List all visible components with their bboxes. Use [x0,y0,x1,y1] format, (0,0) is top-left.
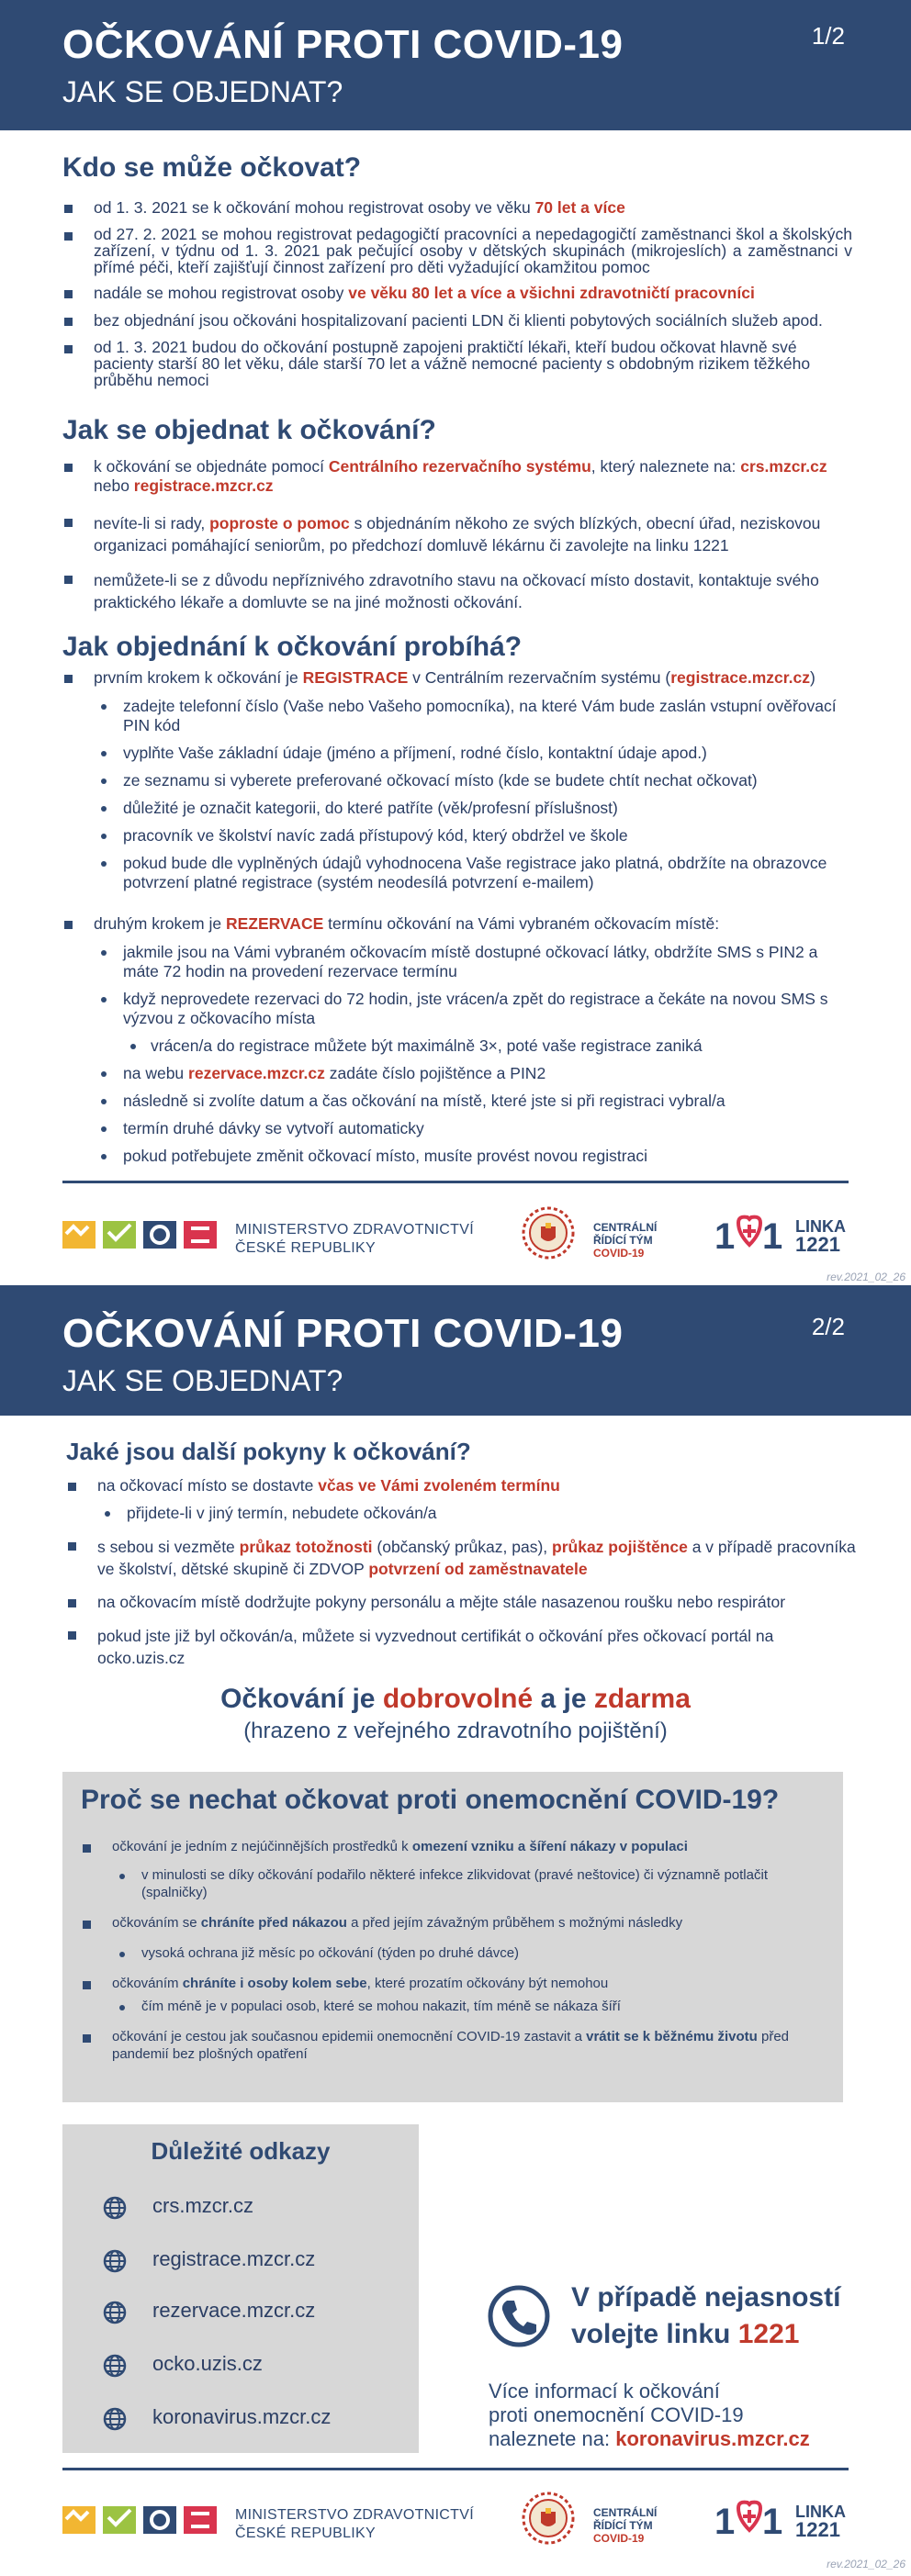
why-heading: Proč se nechat očkovat proti onemocnění COVID-19? [81,1785,780,1815]
list-subitem: přijdete-li v jiný termín, nebudete očkován/a [66,1504,856,1523]
list-subitem: vysoká ochrana již měsíc po očkování (týden po druhé dávce) [81,1944,815,1962]
list-subitem: čím méně je v populaci osob, které se mohou nakazit, tím méně se nákaza šíří [81,1998,815,2015]
list-subitem: jakmile jsou na Vámi vybraném očkovacím místě dostupné očkovací látky, obdržíte SMS s PIN2 a máte 72 hodin na provedení rezervace termínu [62,943,852,981]
section-who-heading: Kdo se může očkovat? [62,152,362,183]
page1-revision: rev.2021_02_26 [827,1271,905,1283]
section-instructions-heading: Jaké jsou další pokyny k očkování? [66,1438,471,1465]
list-subitem: na webu rezervace.mzcr.cz zadáte číslo pojištěnce a PIN2 [62,1064,852,1083]
list-subitem: pokud potřebujete změnit očkovací místo, musíte provést novou registraci [62,1147,852,1166]
list-item: nevíte-li si rady, poproste o pomoc s objednáním někoho ze svých blízkých, obecní úřad, neziskovou organizaci pomáhající seniorům, po předchozí domluvě lékárnu či zavolejte na linku 1221 [62,512,852,556]
ministry-name: MINISTERSTVO ZDRAVOTNICTVÍ ČESKÉ REPUBLIKY [235,2507,474,2541]
section-order-list [62,457,852,622]
list-item: na očkovacím místě dodržujte pokyny personálu a mějte stále nasazenou roušku nebo respirátor [66,1593,856,1612]
page2-revision: rev.2021_02_26 [827,2558,905,2570]
svg-text:1: 1 [762,1216,783,1254]
why-box [62,1772,843,2102]
list-item: od 27. 2. 2021 se mohou registrovat pedagogičtí pracovníci a nepedagogičtí zaměstnanci škol a školských zařízení, v týdnu od 1. 3. 2021 pak pečující osoby v dětských skupinách (mikrojeslích) a zaměstnanci v přímé péči, kteří zajišťují činnost zařízení pro děti vyžadující okamžitou pomoc [62,226,852,275]
list-item: od 1. 3. 2021 se k očkování mohou registrovat osoby ve věku 70 let a více [62,198,852,218]
svg-text:1: 1 [714,2502,736,2539]
page1-subtitle: JAK SE OBJEDNAT? [62,75,343,108]
link-koronavirus[interactable]: koronavirus.mzcr.cz [615,2427,810,2450]
why-list [81,1838,815,2071]
page1-header [0,0,911,130]
list-item: nemůžete-li se z důvodu nepříznivého zdravotního stavu na očkovací místo dostavit, kontaktuje svého praktického lékaře a domluvte se na jiné možnosti očkování. [62,569,852,613]
call-line-2: volejte linku 1221 [571,2319,800,2349]
crt-emblem-icon [522,1203,575,1263]
section-who-list [62,198,852,397]
phone-icon [487,2284,551,2348]
list-subitem: pracovník ve školství navíc zadá přístupový kód, který obdržel ve škole [62,826,852,846]
linka-logo-icon [714,1214,784,1254]
link-registrace[interactable]: registrace.mzcr.cz [133,476,274,495]
page2-title: OČKOVÁNÍ PROTI COVID-19 [62,1311,624,1356]
links-heading: Důležité odkazy [151,2137,331,2165]
svg-text:1: 1 [762,2502,783,2539]
crt-name: CENTRÁLNÍ ŘÍDÍCÍ TÝM COVID-19 [593,2506,658,2545]
list-item: s sebou si vezměte průkaz totožnosti (občanský průkaz, pas), průkaz pojištěnce a v případě pracovníka ve školství, dětské skupině či ZDVOP potvrzení od zaměstnavatele [66,1536,856,1580]
section-instructions-list [66,1476,856,1677]
globe-icon [101,2194,129,2222]
list-subitem: ze seznamu si vyberete preferované očkovací místo (kde se budete chtít nechat očkovat) [62,771,852,790]
list-subitem: termín druhé dávky se vytvoří automaticky [62,1119,852,1138]
globe-icon [101,2247,129,2275]
section-process-list [62,668,852,1174]
svg-text:1: 1 [714,1216,736,1254]
crt-emblem-icon [522,2488,575,2548]
list-item: druhým krokem je REZERVACE termínu očkování na Vámi vybraném očkovacím místě: [62,914,852,934]
hotline-number[interactable]: 1221 [737,2319,800,2349]
list-subitem: v minulosti se díky očkování podařilo některé infekce zlikvidovat (pravé neštovice) či významně potlačit (spalničky) [81,1866,815,1901]
list-subitem: důležité je označit kategorii, do které patříte (věk/profesní příslušnost) [62,799,852,818]
free-vaccination-note: Očkování je dobrovolné a je zdarma [220,1684,691,1714]
globe-icon [101,2299,129,2326]
list-subitem: zadejte telefonní číslo (Vaše nebo Vašeho pomocníka), na které Vám bude zaslán vstupní ověřovací PIN kód [62,697,852,735]
list-item: pokud jste již byl očkován/a, můžete si vyzvednout certifikát o očkování přes očkovací portál na ocko.uzis.cz [66,1625,856,1669]
list-item: k očkování se objednáte pomocí Centrálního rezervačního systému, který naleznete na: crs.mzcr.cz nebo registrace.mzcr.cz [62,457,852,496]
page1-footer [62,1203,849,1267]
page2-subtitle: JAK SE OBJEDNAT? [62,1364,343,1397]
page2-footer [62,2488,849,2552]
call-line-1: V případě nejasností [571,2282,841,2313]
list-subitem: pokud bude dle vyplněných údajů vyhodnocena Vaše registrace jako platná, obdržíte na obrazovce potvrzení platné registrace (systém neodesílá potvrzení e-mailem) [62,854,852,892]
list-subsubitem: vrácen/a do registrace můžete být maximálně 3×, poté vaše registrace zaniká [62,1036,852,1056]
linka-logo-icon [714,2499,784,2539]
links-box: Důležité odkazy crs.mzcr.cz registrace.mzcr.cz rezervace.mzcr.cz ocko.uzis.cz koronavirus.mzcr.cz [62,2124,419,2453]
more-info: Více informací k očkování proti onemocnění COVID-19 naleznete na: koronavirus.mzcr.cz [489,2380,810,2450]
list-item: na očkovací místo se dostavte včas ve Vámi zvoleném termínu [66,1476,856,1495]
list-item: bez objednání jsou očkováni hospitalizovaní pacienti LDN či klienti pobytových sociálních služeb apod. [62,311,852,330]
list-item: nadále se mohou registrovat osoby ve věku 80 let a více a všichni zdravotničtí pracovníci [62,284,852,303]
link-registrace-2[interactable]: registrace.mzcr.cz [670,668,810,687]
link-crs[interactable]: crs.mzcr.cz [740,457,827,476]
section-process-heading: Jak objednání k očkování probíhá? [62,632,523,662]
section-order-heading: Jak se objednat k očkování? [62,415,436,445]
page2-divider [62,2468,849,2470]
free-vaccination-subnote: (hrazeno z veřejného zdravotního pojištění) [243,1719,668,1743]
globe-icon [101,2352,129,2380]
ministry-name: MINISTERSTVO ZDRAVOTNICTVÍ ČESKÉ REPUBLIKY [235,1222,474,1256]
list-item: očkování je jedním z nejúčinnějších prostředků k omezení vzniku a šíření nákazy v populaci [81,1838,815,1855]
mzcr-logo-icon [62,1212,219,1260]
page2-number: 2/2 [811,1313,845,1340]
page1-divider [62,1181,849,1183]
linka-name: LINKA 1221 [795,1217,846,1256]
list-subitem: vyplňte Vaše základní údaje (jméno a příjmení, rodné číslo, kontaktní údaje apod.) [62,744,852,763]
crt-name: CENTRÁLNÍ ŘÍDÍCÍ TÝM COVID-19 [593,1221,658,1260]
page2-header [0,1285,911,1416]
mzcr-logo-icon [62,2497,219,2545]
list-item: očkováním se chráníte před nákazou a před jejím závažným průběhem s možnými následky [81,1914,815,1932]
list-subitem: následně si zvolíte datum a čas očkování na místě, které jste si při registraci vybral/a [62,1092,852,1111]
list-item: očkování je cestou jak současnou epidemii onemocnění COVID-19 zastavit a vrátit se k běžnému životu před pandemií bez plošných opatření [81,2028,815,2063]
page1-title: OČKOVÁNÍ PROTI COVID-19 [62,22,624,67]
list-subitem: když neprovedete rezervaci do 72 hodin, jste vrácen/a zpět do registrace a čekáte na novou SMS s výzvou z očkovacího místa [62,990,852,1028]
linka-name: LINKA 1221 [795,2503,846,2541]
list-item: očkováním chráníte i osoby kolem sebe, které prozatím očkovány být nemohou [81,1975,815,1992]
list-item: od 1. 3. 2021 budou do očkování postupně zapojeni praktičtí lékaři, kteří budou očkovat hlavně své pacienty starší 80 let věku, dále starší 70 let a vážně nemocné pacienty s obdobným rizikem těžkého průběhu nemoci [62,339,852,388]
globe-icon [101,2405,129,2433]
page1-number: 1/2 [811,22,845,50]
list-item: prvním krokem k očkování je REGISTRACE v Centrálním rezervačním systému (registrace.mzcr.cz) [62,668,852,688]
link-rezervace[interactable]: rezervace.mzcr.cz [188,1064,325,1082]
